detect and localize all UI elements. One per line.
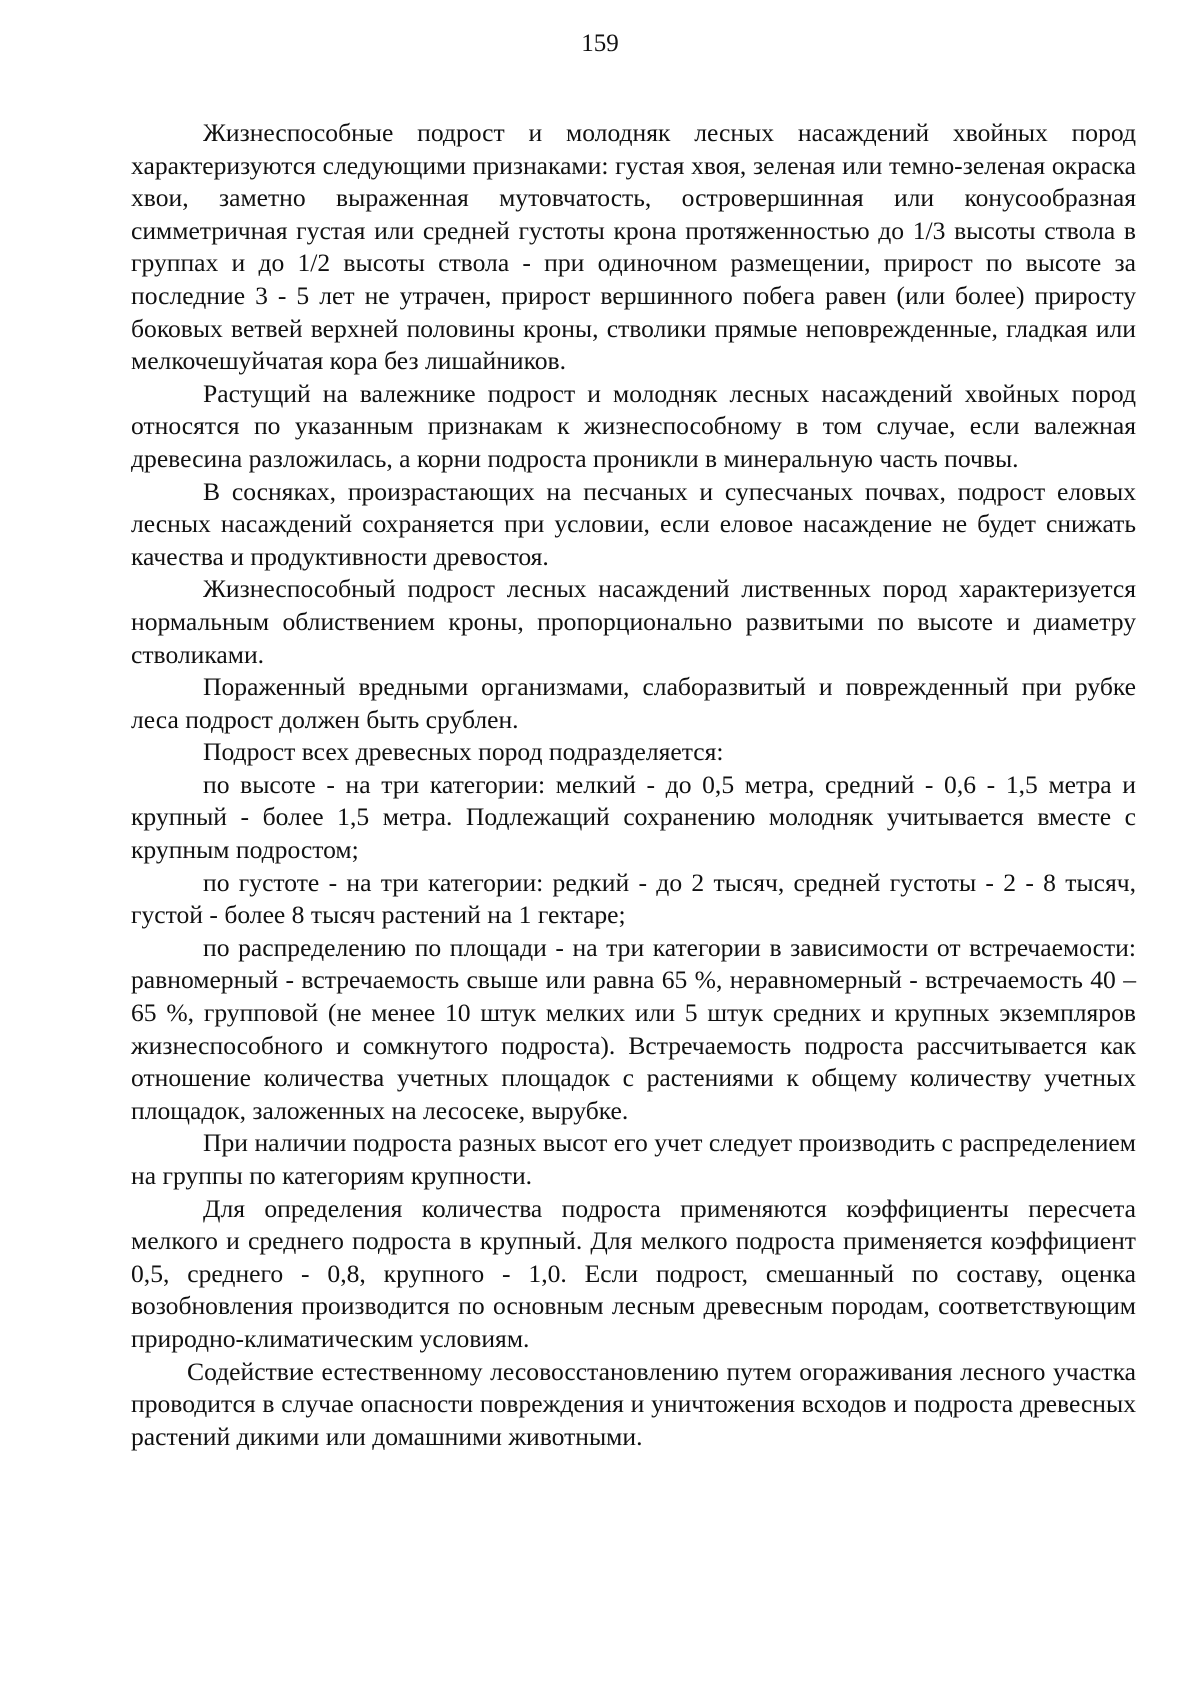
paragraph-conversion-coefficients: Для определения количества подроста применяются коэффициенты пересчета мелкого и среднего подроста в крупный. Для мелкого подроста применяется коэффициент 0,5, среднего - 0,8, крупного - 1,0. Если подрост, смешанный по составу, оценка возобновления производится по основным лесным древесным породам, соответствующим природно-климатическим условиям. <box>131 1193 1136 1353</box>
paragraph-by-distribution: по распределению по площади - на три категории в зависимости от встречаемости: равномерный - встречаемость свыше или равна 65 %, неравномерный - встречаемость 40 – 65 %, групповой (не менее 10 штук мелких или 5 штук средних и крупных экземпляров жизнеспособного и сомкнутого подроста). Встречаемость подроста рассчитывается как отношение количества учетных площадок с растениями к общему количеству учетных площадок, заложенных на лесосеке, вырубке. <box>131 932 1136 1125</box>
paragraph-deciduous-undergrowth: Жизнеспособный подрост лесных насаждений лиственных пород характеризуется нормальным облиствением кроны, пропорционально развитыми по высоте и диаметру стволиками. <box>131 574 1136 669</box>
paragraph-by-height: по высоте - на три категории: мелкий - до 0,5 метра, средний - 0,6 - 1,5 метра и крупный - более 1,5 метра. Подлежащий сохранению молодняк учитывается вместе с крупным подростом; <box>131 769 1136 865</box>
paragraph-by-density: по густоте - на три категории: редкий - до 2 тысяч, средней густоты - 2 - 8 тысяч, густой - более 8 тысяч растений на 1 гектаре; <box>131 867 1136 930</box>
paragraph-deadwood-undergrowth: Растущий на валежнике подрост и молодняк лесных насаждений хвойных пород относятся по указанным признакам к жизнеспособному в том случае, если валежная древесина разложилась, а корни подроста проникли в минеральную часть почвы. <box>131 378 1136 473</box>
paragraph-pine-stands: В сосняках, произрастающих на песчаных и супесчаных почвах, подрост еловых лесных насаждений сохраняется при условии, если еловое насаждение не будет снижать качества и продуктивности древостоя. <box>131 476 1136 571</box>
paragraph-classification-intro: Подрост всех древесных пород подразделяется: <box>203 737 724 767</box>
page-number: 159 <box>581 30 619 57</box>
paragraph-damaged-undergrowth: Пораженный вредными организмами, слаборазвитый и поврежденный при рубке леса подрост должен быть срублен. <box>131 672 1136 734</box>
paragraph-viable-conifer-undergrowth: Жизнеспособные подрост и молодняк лесных насаждений хвойных пород характеризуются следующими признаками: густая хвоя, зеленая или темно-зеленая окраска хвои, заметно выраженная мутовчатость, островершинная или конусообразная симметричная густая или средней густоты крона протяженностью до 1/3 высоты ствола в группах и до 1/2 высоты ствола - при одиночном размещении, прирост по высоте за последние 3 - 5 лет не утрачен, прирост вершинного побега равен (или более) приросту боковых ветвей верхней половины кроны, стволики прямые неповрежденные, гладкая или мелкочешуйчатая кора без лишайников. <box>131 118 1136 376</box>
paragraph-fencing: Содействие естественному лесовосстановлению путем огораживания лесного участка проводится в случае опасности повреждения и уничтожения всходов и подроста древесных растений дикими или домашними животными. <box>131 1356 1136 1451</box>
document-body <box>131 117 1136 1453</box>
paragraph-height-groups: При наличии подроста разных высот его учет следует производить с распределением на группы по категориям крупности. <box>131 1128 1136 1190</box>
